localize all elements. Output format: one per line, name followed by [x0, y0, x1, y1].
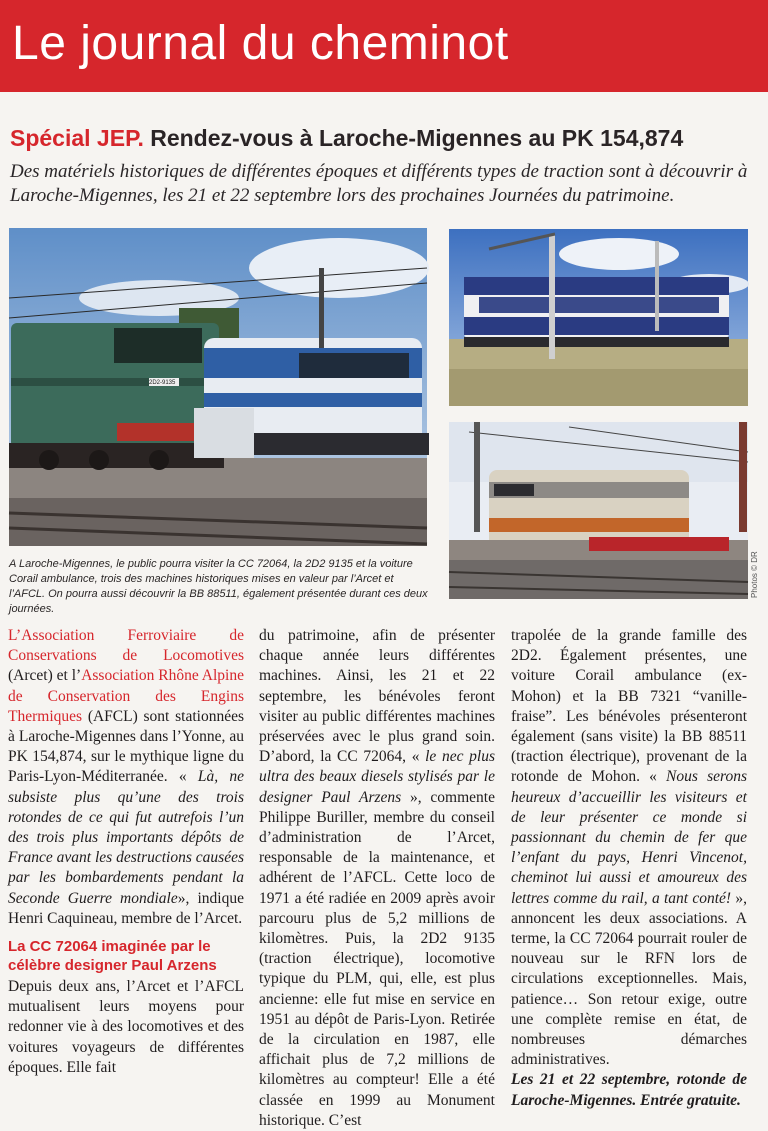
- col2-text-a: du patrimoine, afin de présenter chaque année leurs différentes machines. Ainsi, les 21 et 22 septembre, les bénévoles feront visiter au public différentes machines préservées avec le plus grand soin. D’abord, la CC 72064, «: [259, 627, 495, 766]
- headline-kicker: Spécial JEP.: [10, 125, 144, 151]
- col1-assoc-afcl: Association Rhône Alpine de Conservation des Engins Thermiques: [8, 667, 244, 725]
- photo-corail-coach: [449, 229, 748, 406]
- col3-event-info: Les 21 et 22 septembre, rotonde de Laroche-Migennes. Entrée gratuite.: [511, 1071, 747, 1109]
- photo-caption: A Laroche-Migennes, le public pourra visiter la CC 72064, la 2D2 9135 et la voiture Corail ambulance, trois des machines historiques mises en valeur par l’Arcet et l’AFCL. On pourra aussi découvrir la BB 88511, également présentée durant ces deux journées.: [9, 558, 428, 615]
- article-headline: [10, 124, 760, 152]
- article-column-3: [511, 626, 747, 1111]
- col1-lead-apostrophe: L’: [8, 627, 22, 644]
- col2-paragraph-1: [259, 626, 495, 1131]
- col1-assoc-arcet: Association Ferroviaire de Conservations de Locomotives: [8, 627, 244, 665]
- masthead-title: Le journal du cheminot: [12, 17, 509, 70]
- col1-text-c: (Arcet) et l’: [8, 667, 82, 685]
- photo-credit: Photos © DR: [750, 551, 759, 598]
- col3-text-a: trapolée de la grande famille des 2D2. Également présentes, une voiture Corail ambulance (ex-Mohon) et la BB 7321 “vanille-fraise”. Les bénévoles présenteront également (sans visite) la BB 88511 (traction électrique), provenant de la rotonde de Mohon. «: [511, 627, 747, 786]
- col3-paragraph-1: [511, 626, 747, 1070]
- col3-quote: Nous serons heureux d’accueillir les visiteurs et de leur présenter ce monde si passionnant du chemin de fer que l’enfant du pays, Henri Vincenot, cheminot lui aussi et amoureux des lettres comme du rail, a tant conté!: [511, 768, 747, 907]
- col2-quote: le nec plus ultra des beaux diesels stylisés par le designer Paul Arzens: [259, 748, 495, 806]
- col1-paragraph-2: Depuis deux ans, l’Arcet et l’AFCL mutualisent leurs moyens pour redonner vie à des locomotives et des voitures voyageurs de différentes époques. Elle fait: [8, 978, 244, 1076]
- masthead: [0, 0, 768, 92]
- col2-text-c: », commente Philippe Buriller, membre du conseil d’administration de l’Arcet, responsable de la maintenance, et adhérent de l’AFCL. Cette loco de 1971 a été radiée en 2009 après avoir parcouru plus de 5,2 millions de kilomètres. Puis, la 2D2 9135 (traction électrique), locomotive typique du PLM, qui, elle, est plus ancienne: elle fut mise en service en 1951 au dépôt de Paris-Lyon. Retirée de la circulation en 1987, elle affichait plus de 7,2 millions de kilomètres au compteur! Elle a été classée en 1999 au Monument historique. C’est: [259, 788, 495, 1129]
- headline-main: Rendez-vous à Laroche-Migennes au PK 154,874: [150, 125, 684, 151]
- col1-quote: Là, ne subsiste plus qu’une des trois rotondes de ce qui fut autrefois l’un des trois plus importants dépôts de France avant les destructions causées par les bombardements pendant la Seconde Guerre mondiale: [8, 768, 244, 907]
- article-column-2: [259, 626, 495, 1131]
- col3-text-c: », annoncent les deux associations. A terme, la CC 72064 pourrait rouler de nouveau sur le RFN lors de circulations exceptionnelles. Mais, patience… Son retour exige, outre une complète remise en état, de nombreuses démarches administratives.: [511, 889, 747, 1069]
- article-column-1: [8, 626, 244, 1078]
- col1-paragraph-1: [8, 626, 244, 929]
- col1-text-e: (AFCL) sont stationnées à Laroche-Migennes dans l’Yonne, au PK 154,874, sur le mythique ligne du Paris-Lyon-Méditerranée. «: [8, 707, 244, 786]
- loco-plate: 2D2-9135: [149, 380, 176, 386]
- photo-bb-turntable: [449, 422, 748, 599]
- col1-subhead: La CC 72064 imaginée par le célèbre designer Paul Arzens: [8, 938, 217, 975]
- article-standfirst: Des matériels historiques de différentes époques et différents types de traction sont à découvrir à Laroche-Migennes, les 21 et 22 septembre lors des prochaines Journées du patrimoine.: [10, 161, 748, 206]
- photo-locomotives: [9, 228, 427, 546]
- col1-text-g: », indique Henri Caquineau, membre de l’Arcet.: [8, 889, 244, 927]
